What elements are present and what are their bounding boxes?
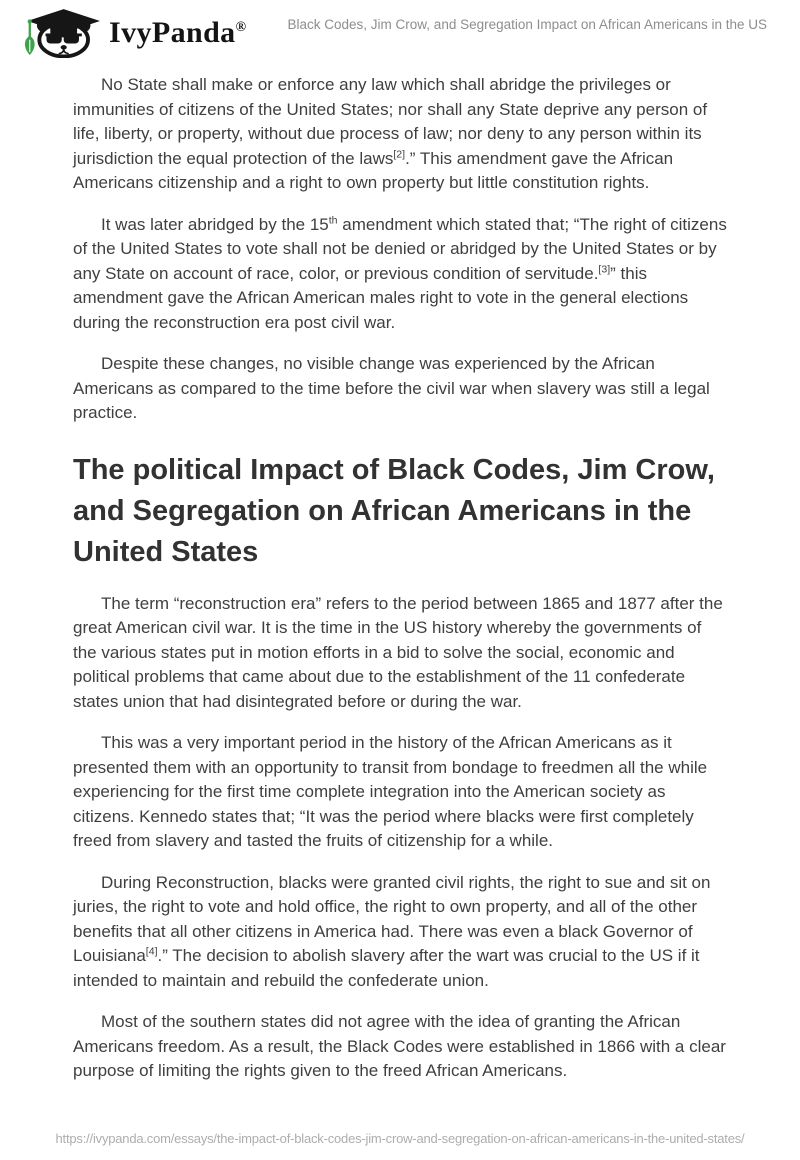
body-paragraph: Most of the southern states did not agree with the idea of granting the African Americans freedom. As a result, the Black Codes were established in 1866 with a clear purpose of limiting the rights given to the freed African Americans. [73, 1012, 726, 1080]
body-paragraph: No State shall make or enforce any law which shall abridge the privileges or immunities of citizens of the United States; nor shall any State deprive any person of life, liberty, or property, without due process of law; nor deny to any person within its jurisdiction the equal protection of the laws[2].” This amendment gave the African Americans citizenship and a right to own property but little constitution rights. [73, 75, 708, 192]
brand-name-text: IvyPanda [109, 16, 236, 49]
brand [14, 8, 246, 58]
page-footer [0, 1130, 800, 1148]
source-url: https://ivypanda.com/essays/the-impact-of-black-codes-jim-crow-and-segregation-on-african-americans-in-the-united-states/ [55, 1131, 745, 1146]
body-paragraph: It was later abridged by the 15th amendment which stated that; “The right of citizens of the United States to vote shall not be denied or abridged by the United States or by any State on account of race, color, or previous condition of servitude.[3]” this amendment gave the African American males right to vote in the general elections during the reconstruction era post civil war. [73, 213, 727, 332]
document-title: Black Codes, Jim Crow, and Segregation Impact on African Americans in the US [287, 17, 767, 32]
body-paragraph: Despite these changes, no visible change was experienced by the African Americans as compared to the time before the civil war when slavery was still a legal practice. [73, 354, 710, 422]
brand-name [109, 9, 246, 57]
body-paragraph: The term “reconstruction era” refers to the period between 1865 and 1877 after the great American civil war. It is the time in the US history whereby the governments of the various states put in motion efforts in a bid to solve the social, economic and political problems that came about due to the establishment of the 11 confederate states union that had disintegrated before or during the war. [73, 593, 723, 711]
body-paragraph: This was a very important period in the history of the African Americans as it presented them with an opportunity to transit from bondage to freedmen all the while experiencing for the first time complete integration into the American society as citizens. Kennedo states that; “It was the period where blacks were first completely freed from slavery and tasted the fruits of citizenship for a while. [73, 733, 708, 850]
body-paragraph: During Reconstruction, blacks were granted civil rights, the right to sue and sit on juries, the right to vote and hold office, the right to own property, and all of the other benefits that all other citizens in America had. There was even a black Governor of Louisiana[4].” The decision to abolish slavery after the wart was crucial to the US if it intended to maintain and rebuild the confederate union. [73, 872, 711, 990]
registered-mark: ® [235, 20, 247, 35]
page-header [0, 0, 800, 58]
panda-graduate-icon [14, 8, 100, 58]
document-body [0, 73, 800, 1084]
section-heading: The political Impact of Black Codes, Jim Crow, and Segregation on African Americans in the United States [73, 453, 715, 568]
